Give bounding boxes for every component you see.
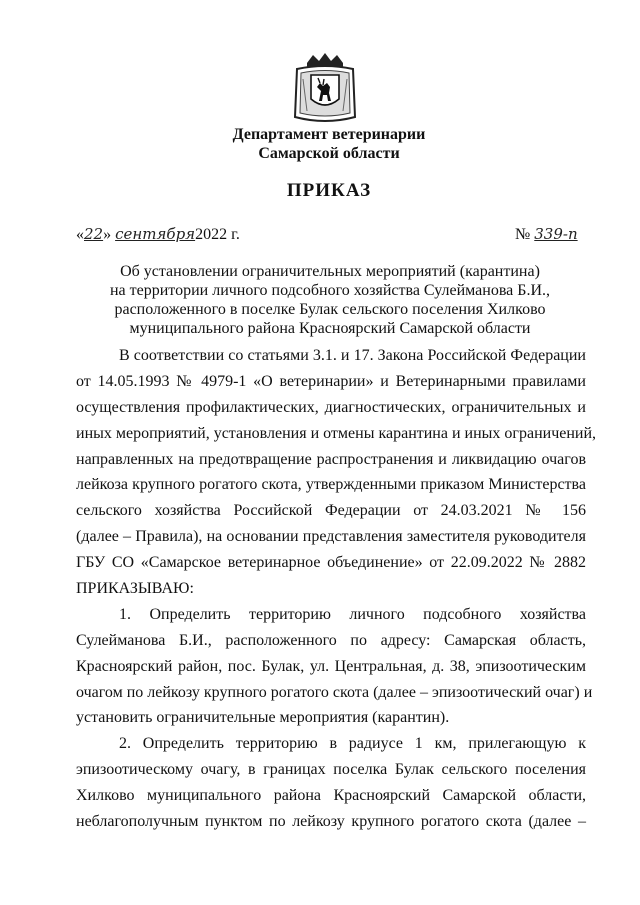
body-line: лейкоза крупного рогатого скота, утвержденными приказом Министерства — [76, 476, 586, 494]
body-line-item-1: 1. Определить территорию личного подсобного хозяйства — [119, 605, 586, 623]
order-subject — [80, 262, 580, 338]
subject-line: на территории личного подсобного хозяйства Сулейманова Б.И., — [109, 282, 550, 299]
body-line: осуществления профилактических, диагностических, ограничительных и — [76, 398, 586, 416]
subject-line: Об установлении ограничительных мероприятий (карантина) — [120, 263, 540, 280]
body-line: ГБУ СО «Самарское ветеринарное объединение» от 22.09.2022 № 2882 — [76, 554, 586, 572]
date-year: 2022 г. — [195, 226, 240, 243]
body-line: Хилково муниципального района Красноярский Самарской области, — [76, 787, 586, 805]
body-line: (далее – Правила), на основании представления заместителя руководителя — [76, 528, 586, 546]
coat-of-arms-emblem — [293, 53, 357, 125]
number-prefix: № — [515, 226, 531, 243]
department-name-line2: Самарской области — [258, 145, 400, 162]
body-line: Красноярский район, пос. Булак, ул. Центральная, д. 38, эпизоотическим — [76, 657, 586, 675]
number-value-handwritten: 339-п — [534, 225, 578, 243]
body-line: направленных на предотвращение распространения и ликвидацию очагов — [76, 450, 586, 468]
subject-line: расположенного в поселке Булак сельского поселения Хилково — [114, 301, 546, 318]
body-line: иных мероприятий, установления и отмены карантина и иных ограничений, — [76, 424, 597, 442]
body-line: эпизоотическому очагу, в границах поселка Булак сельского поселения — [76, 761, 586, 779]
document-title: ПРИКАЗ — [286, 180, 372, 201]
date-close-quote: » — [103, 226, 112, 243]
body-line-prikazyvayu: ПРИКАЗЫВАЮ: — [76, 580, 194, 598]
date-open-quote: « — [76, 226, 84, 243]
date-month-handwritten: сентября — [115, 225, 196, 243]
body-line: установить ограничительные мероприятия (карантин). — [76, 709, 450, 727]
document-date — [76, 225, 240, 244]
subject-line: муниципального района Красноярский Самарской области — [129, 320, 531, 337]
body-line: очагом по лейкозу крупного рогатого скота (далее – эпизоотический очаг) и — [76, 683, 593, 701]
department-name-line1: Департамент ветеринарии — [232, 126, 426, 143]
body-line: Сулейманова Б.И., расположенного по адресу: Самарская область, — [76, 631, 586, 649]
body-line-item-2: 2. Определить территорию в радиусе 1 км, прилегающую к — [119, 735, 586, 753]
body-line: сельского хозяйства Российской Федерации от 24.03.2021 № 156 — [76, 502, 586, 520]
document-number — [515, 225, 578, 244]
date-day-handwritten: 22 — [84, 225, 104, 243]
body-line: В соответствии со статьями 3.1. и 17. Закона Российской Федерации — [119, 347, 586, 364]
body-line: неблагополучным пунктом по лейкозу крупного рогатого скота (далее – — [76, 813, 586, 831]
body-line: от 14.05.1993 № 4979-1 «О ветеринарии» и Ветеринарными правилами — [76, 372, 586, 390]
order-body — [76, 343, 597, 835]
